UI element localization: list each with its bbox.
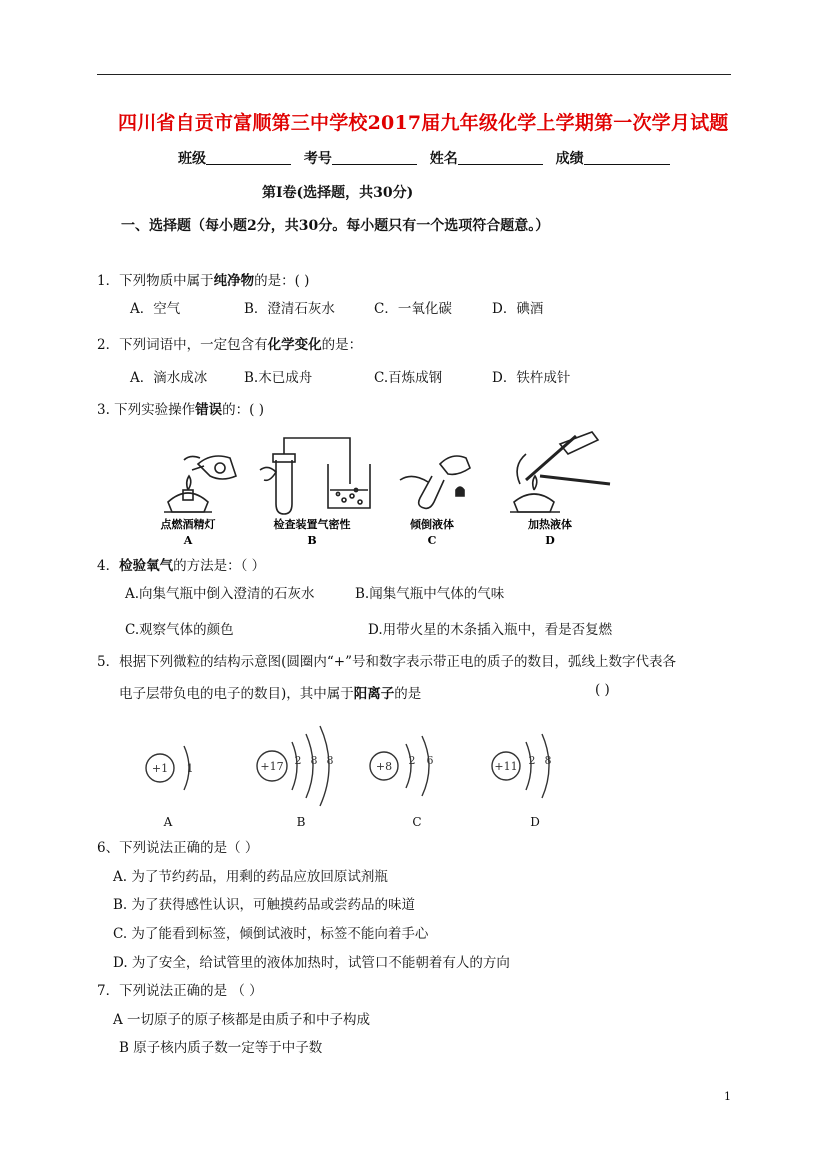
class-blank[interactable]: [206, 150, 291, 165]
figure-b-air-tightness[interactable]: [260, 438, 370, 514]
q4-stem: 4．检验氧气的方法是：（ ）: [97, 558, 266, 574]
figure-b-letter: B: [307, 534, 317, 547]
q2-stem: 2．下列词语中，一定包含有化学变化的是：: [97, 337, 363, 353]
top-rule: [97, 74, 731, 75]
particle-c-shell-1: 2: [408, 754, 416, 767]
particle-b-shell-3: 8: [326, 754, 334, 767]
exam-no-label: 考号: [303, 151, 332, 167]
particle-d-shell-1: 2: [528, 754, 536, 767]
figure-a-caption: 点燃酒精灯: [160, 518, 216, 531]
figure-c-letter: C: [427, 534, 437, 547]
q2-keyword: 化学变化: [267, 337, 322, 353]
particle-a-shell-1: 1: [186, 762, 194, 775]
q1-option-c[interactable]: C．一氧化碳: [374, 301, 452, 317]
page-title: 四川省自贡市富顺第三中学校2017届九年级化学上学期第一次学月试题: [118, 112, 729, 134]
q6-option-b[interactable]: B. 为了获得感性认识，可触摸药品或尝药品的味道: [113, 897, 416, 913]
q1-option-b[interactable]: B．澄清石灰水: [244, 301, 335, 317]
particle-b-shell-1: 2: [294, 754, 302, 767]
q3-stem: 3. 下列实验操作错误的：( ): [97, 402, 264, 418]
q5-stem-line2: 电子层带负电的电子的数目)，其中属于阳离子的是: [119, 686, 422, 702]
exam-no-blank[interactable]: [332, 150, 417, 165]
particle-b-shell-2: 8: [310, 754, 318, 767]
q5-answer-paren: ( ): [595, 682, 610, 698]
particle-d-nucleus: +11: [494, 760, 518, 773]
figure-a-letter: A: [183, 534, 193, 547]
q6-option-d[interactable]: D. 为了安全，给试管里的液体加热时，试管口不能朝着有人的方向: [113, 955, 510, 971]
q4-option-a[interactable]: A.向集气瓶中倒入澄清的石灰水: [125, 586, 315, 602]
q3-figure: [140, 424, 620, 552]
score-blank[interactable]: [584, 150, 670, 165]
page-number: 1: [724, 1090, 731, 1103]
q6-option-a[interactable]: A. 为了节约药品，用剩的药品应放回原试剂瓶: [113, 869, 388, 885]
q1-option-a[interactable]: A．空气: [130, 301, 181, 317]
class-label: 班级: [178, 151, 206, 167]
figure-c-pour-liquid[interactable]: [400, 456, 470, 508]
particle-c-shell-2: 6: [426, 754, 434, 767]
q2-option-a[interactable]: A．滴水成冰: [130, 370, 208, 386]
figure-d-heat-liquid[interactable]: [510, 432, 610, 512]
q6-option-c[interactable]: C. 为了能看到标签，倾倒试液时，标签不能向着手心: [113, 926, 429, 942]
q5-particle-diagrams: [140, 712, 580, 834]
particle-a-nucleus: +1: [151, 762, 169, 775]
particle-d-letter: D: [530, 815, 540, 829]
q1-keyword: 纯净物: [213, 273, 255, 289]
q5-keyword: 阳离子: [353, 686, 395, 702]
q7-option-a[interactable]: A 一切原子的原子核都是由质子和中子构成: [113, 1012, 371, 1028]
student-info-row: [178, 148, 670, 168]
name-blank[interactable]: [458, 150, 543, 165]
q1-option-d[interactable]: D．碘酒: [492, 301, 544, 317]
q4-option-b[interactable]: B.闻集气瓶中气体的气味: [355, 586, 505, 602]
q6-stem: 6、下列说法正确的是（ ）: [97, 840, 259, 856]
particle-c-nucleus: +8: [375, 760, 393, 773]
particle-b-nucleus: +17: [260, 760, 284, 773]
q4-keyword: 检验氧气: [119, 558, 174, 574]
q1-stem: 1．下列物质中属于纯净物的是：( ): [97, 273, 310, 289]
q2-option-c[interactable]: C.百炼成钢: [374, 370, 443, 386]
figure-a-alcohol-lamp[interactable]: [164, 456, 236, 512]
q2-option-d[interactable]: D．铁杵成针: [492, 370, 571, 386]
score-label: 成绩: [555, 151, 584, 167]
particle-d-shell-2: 8: [544, 754, 552, 767]
particle-b-letter: B: [296, 815, 306, 829]
section1-heading: 一、选择题（每小题2分，共30分。每小题只有一个选项符合题意。）: [121, 218, 550, 234]
figure-d-caption: 加热液体: [528, 518, 572, 531]
particle-a-letter: A: [163, 815, 173, 829]
q4-option-c[interactable]: C.观察气体的颜色: [125, 622, 234, 638]
figure-d-letter: D: [545, 534, 555, 547]
q4-option-d[interactable]: D.用带火星的木条插入瓶中，看是否复燃: [368, 622, 613, 638]
q7-stem: 7．下列说法正确的是 （ ）: [97, 983, 263, 999]
q7-option-b[interactable]: B 原子核内质子数一定等于中子数: [119, 1040, 323, 1056]
q5-stem-line1: 5．根据下列微粒的结构示意图(圆圈内“+”号和数字表示带正电的质子的数目，弧线上数字代表各: [97, 654, 676, 670]
q3-keyword: 错误: [195, 402, 223, 418]
q2-option-b[interactable]: B.木已成舟: [244, 370, 313, 386]
name-label: 姓名: [429, 151, 458, 167]
figure-c-caption: 倾倒液体: [410, 518, 454, 531]
part1-title: 第Ⅰ卷(选择题，共30分): [262, 185, 414, 201]
particle-c-letter: C: [412, 815, 422, 829]
figure-b-caption: 检查装置气密性: [273, 518, 351, 531]
